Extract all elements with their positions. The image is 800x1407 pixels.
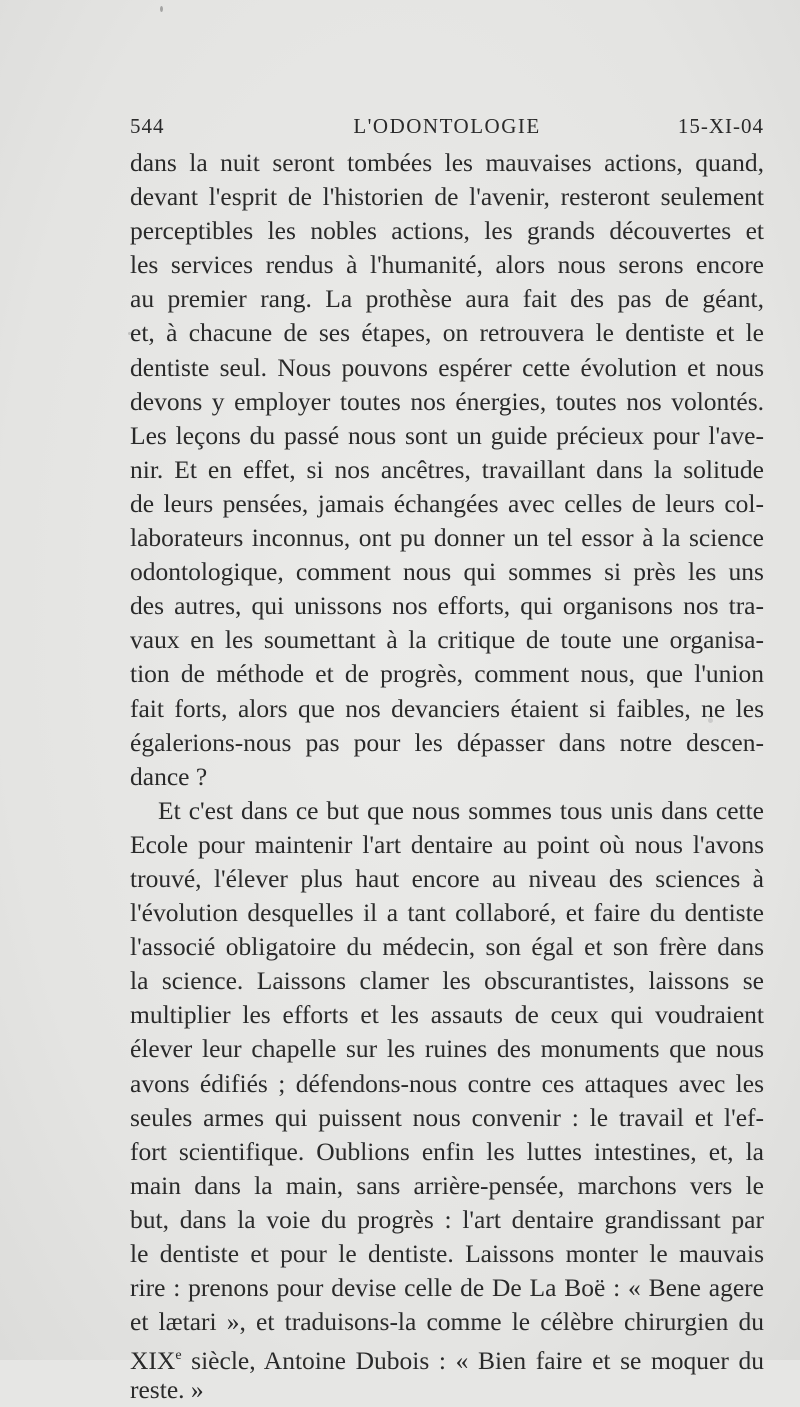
text-line: reste. » xyxy=(130,1375,204,1405)
paper-speck xyxy=(708,718,713,723)
text-line: laborateurs inconnus, ont pu donner un tel essor à la science xyxy=(130,523,764,553)
text-line: devons y employer toutes nos énergies, toutes nos volontés. xyxy=(130,386,764,416)
text-line: fait forts, alors que nos devanciers étaient si faibles, ne les xyxy=(130,693,764,723)
text-line: avons édifiés ; défendons-nous contre ces attaques avec les xyxy=(130,1068,764,1098)
text-line: de leurs pensées, jamais échangées avec celles de leurs col- xyxy=(130,488,764,518)
text-line: seules armes qui puissent nous convenir : le travail et l'ef- xyxy=(130,1102,764,1132)
running-head xyxy=(130,114,764,144)
text-line: Et c'est dans ce but que nous sommes tous unis dans cette xyxy=(158,795,764,825)
text-line: perceptibles les nobles actions, les grands découvertes et xyxy=(130,216,764,246)
journal-title: L'ODONTOLOGIE xyxy=(353,114,541,138)
text-line: tion de méthode et de progrès, comment nous, que l'union xyxy=(130,659,764,689)
text-line: rire : prenons pour devise celle de De La Boë : « Bene agere xyxy=(130,1273,764,1303)
text-line: la science. Laissons clamer les obscurantistes, laissons se xyxy=(130,966,764,996)
text-line: odontologique, comment nous qui sommes si près les uns xyxy=(130,557,764,587)
text-line-century xyxy=(130,1339,764,1376)
text-line: dans la nuit seront tombées les mauvaises actions, quand, xyxy=(130,148,764,177)
text-line: fort scientifique. Oublions enfin les luttes intestines, et, la xyxy=(130,1136,764,1166)
text-line: but, dans la voie du progrès : l'art dentaire grandissant par xyxy=(130,1204,764,1234)
text-line: et, à chacune de ses étapes, on retrouvera le dentiste et le xyxy=(130,318,764,348)
page-number: 544 xyxy=(130,114,165,138)
text-line: des autres, qui unissons nos efforts, qui organisons nos tra- xyxy=(130,591,764,621)
paragraph-1 xyxy=(130,146,764,794)
text-line: dentiste seul. Nous pouvons espérer cette évolution et nous xyxy=(130,352,764,382)
paper-speck xyxy=(128,332,131,335)
text-line: l'évolution desquelles il a tant collaboré, et faire du dentiste xyxy=(130,898,764,928)
text-line: vaux en les soumettant à la critique de toute une organisa- xyxy=(130,625,764,655)
text-line: devant l'esprit de l'historien de l'avenir, resteront seulement xyxy=(130,182,764,212)
century-numeral: XIX xyxy=(130,1346,176,1376)
text-line: dance ? xyxy=(130,761,208,791)
article-body xyxy=(130,146,764,1407)
text-line: égalerions-nous pas pour les dépasser dans notre descen- xyxy=(130,727,764,757)
century-superscript: e xyxy=(175,1348,182,1364)
text-line: élever leur chapelle sur les ruines des monuments que nous xyxy=(130,1034,764,1064)
text-line: le dentiste et pour le dentiste. Laissons monter le mauvais xyxy=(130,1239,764,1268)
text-line: trouvé, l'élever plus haut encore au niveau des sciences à xyxy=(130,863,764,893)
text-line: multiplier les efforts et les assauts de ceux qui voudraient xyxy=(130,1000,764,1030)
paragraph-2 xyxy=(130,794,764,1407)
text-line: les services rendus à l'humanité, alors nous serons encore xyxy=(130,250,764,280)
text-line: Ecole pour maintenir l'art dentaire au point où nous l'avons xyxy=(130,829,764,859)
text-line: au premier rang. La prothèse aura fait des pas de géant, xyxy=(130,284,764,314)
century-line-rest: siècle, Antoine Dubois : « Bien faire et se moquer du xyxy=(181,1346,764,1376)
text-line: l'associé obligatoire du médecin, son égal et son frère dans xyxy=(130,932,764,962)
paper-speck xyxy=(160,6,163,12)
issue-date: 15-XI-04 xyxy=(677,114,764,138)
text-line: nir. Et en effet, si nos ancêtres, travaillant dans la solitude xyxy=(130,454,764,484)
text-line: main dans la main, sans arrière-pensée, marchons vers le xyxy=(130,1170,764,1200)
text-line: Les leçons du passé nous sont un guide précieux pour l'ave- xyxy=(130,420,764,450)
text-line: et lætari », et traduisons-la comme le célèbre chirurgien du xyxy=(130,1307,764,1337)
